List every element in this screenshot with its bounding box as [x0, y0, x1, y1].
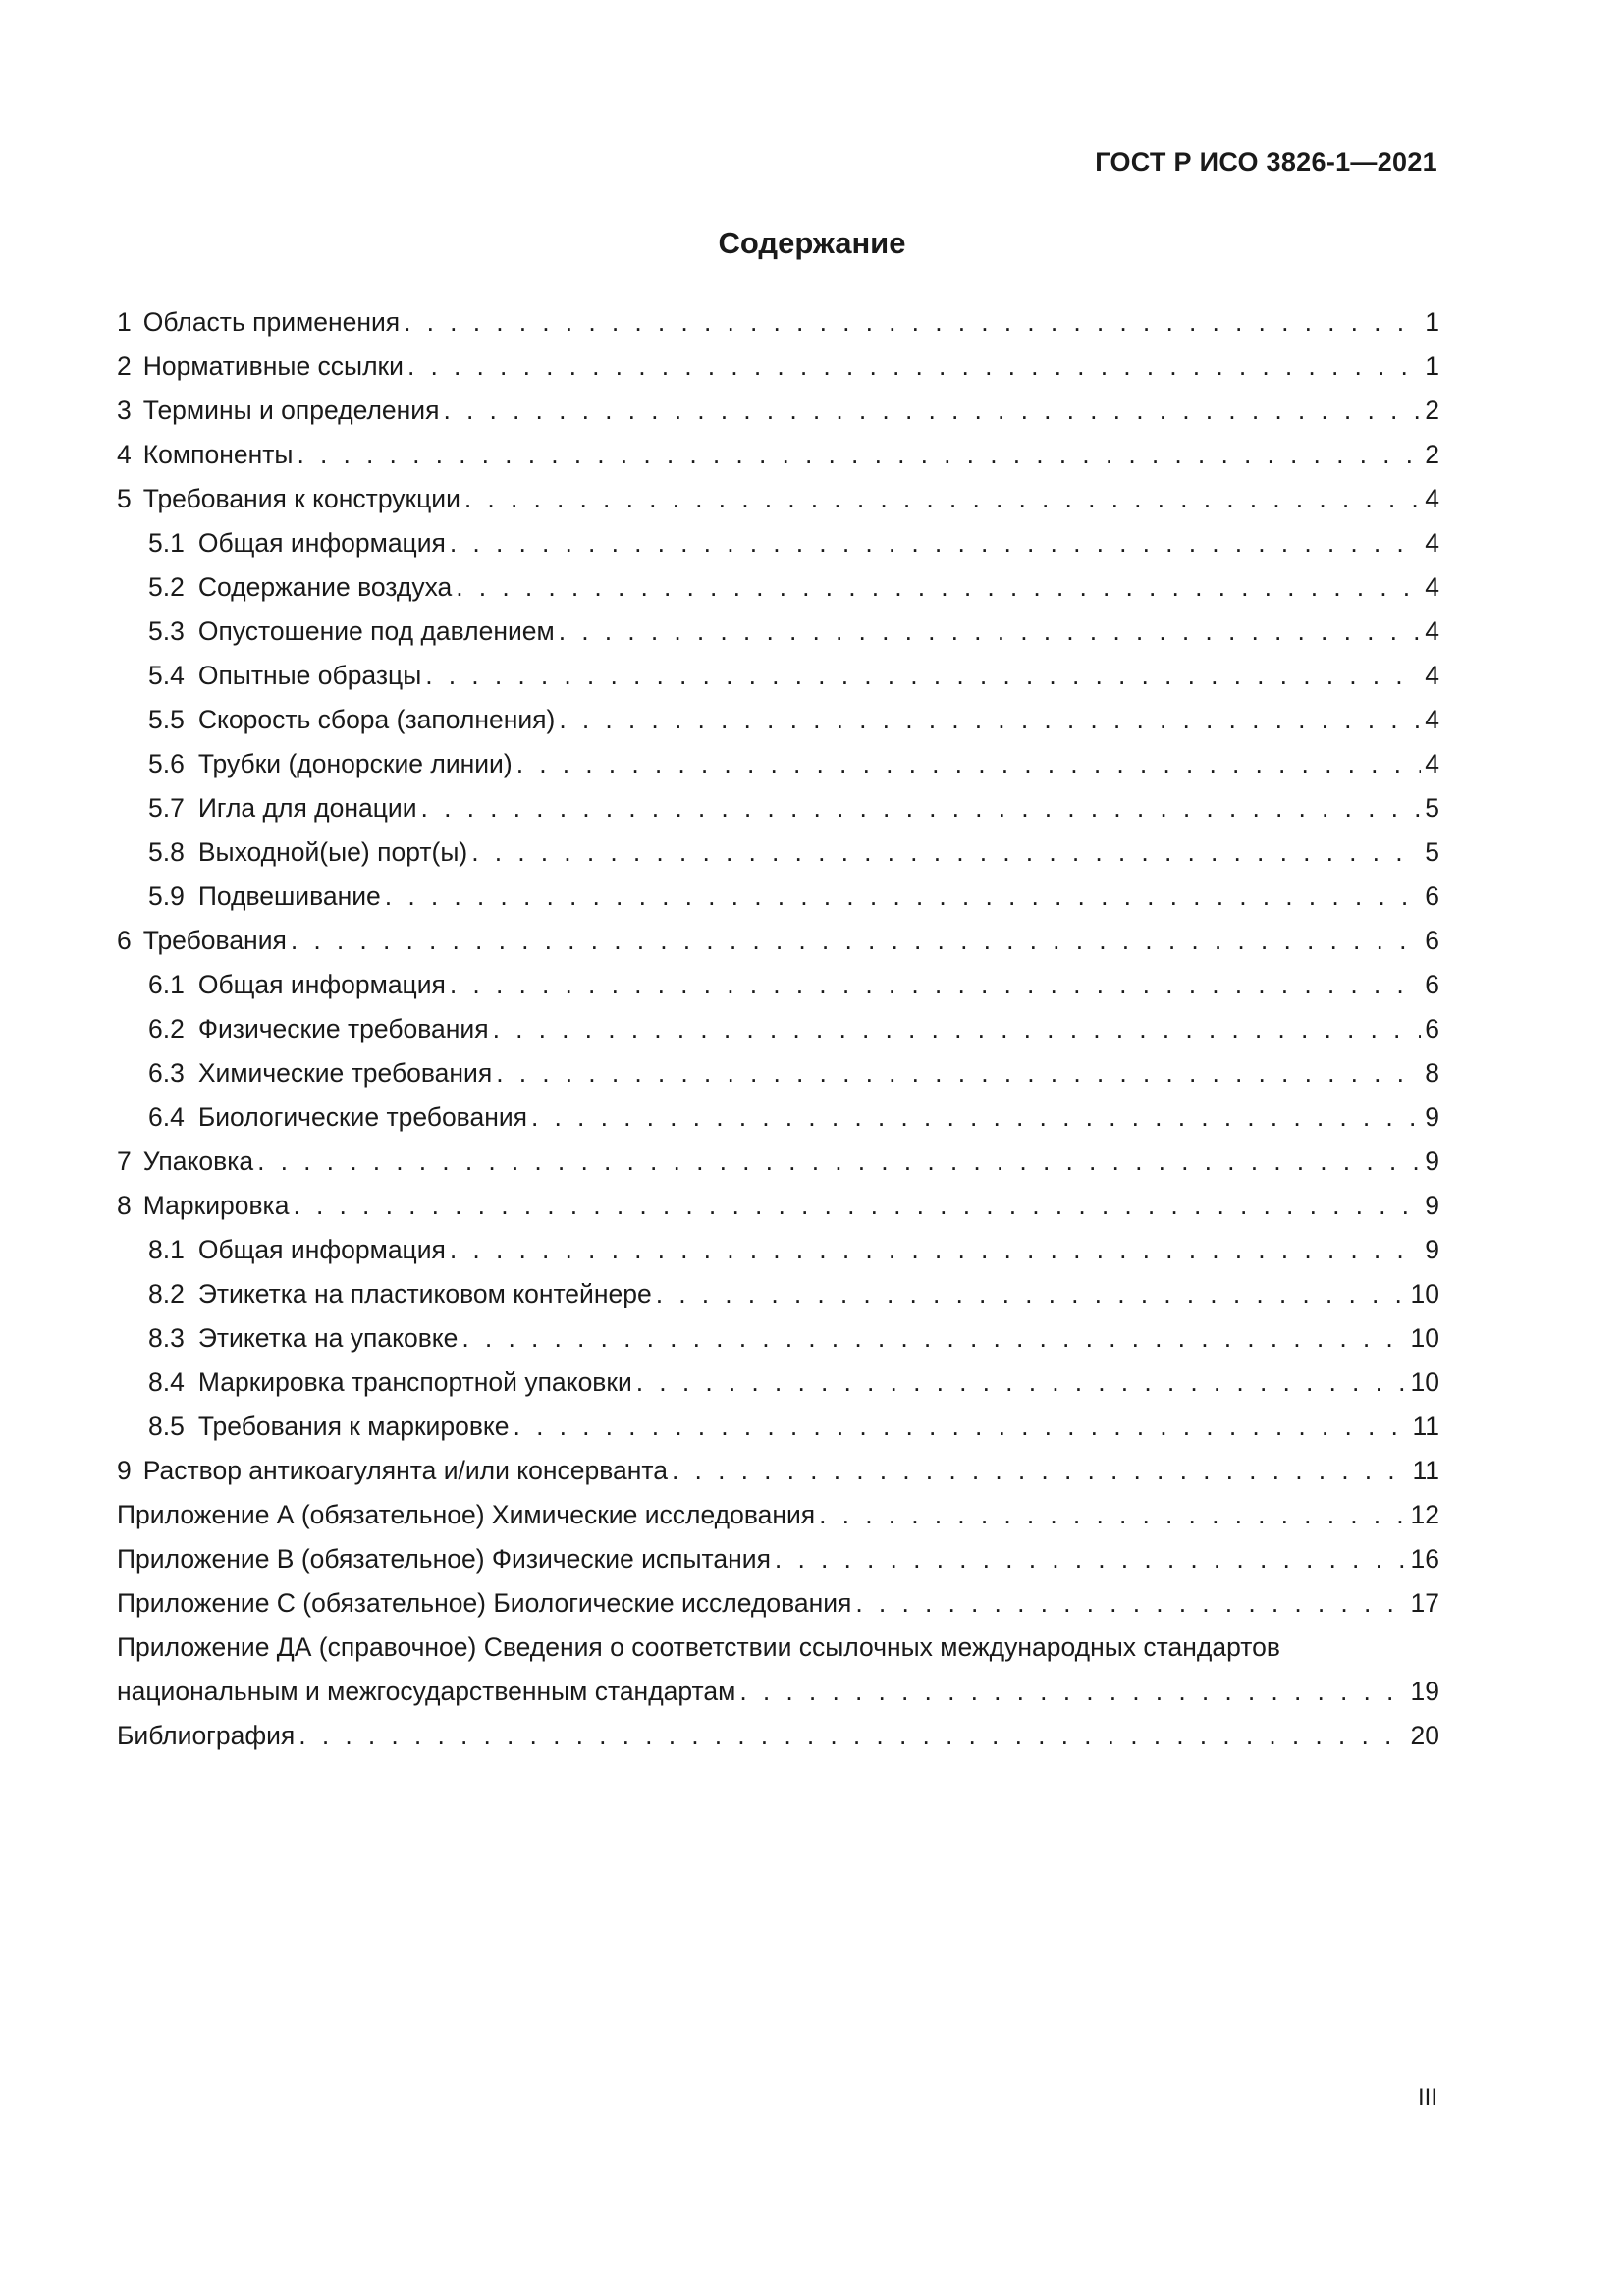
toc-dot-leader: [461, 1321, 1406, 1355]
toc-entry-number: 5.8: [148, 837, 185, 867]
toc-entry[interactable]: [117, 339, 1439, 383]
toc-entry-number: 5.4: [148, 661, 185, 690]
toc-entry-number: 5: [117, 484, 132, 513]
toc-dot-leader: [514, 1410, 1409, 1443]
toc-entry-page: 11: [1412, 1412, 1439, 1441]
toc-entry[interactable]: [117, 1178, 1439, 1222]
toc-entry-number: 2: [117, 351, 132, 381]
toc-entry-page: 6: [1425, 926, 1439, 955]
toc-entry-number: 5.2: [148, 572, 185, 602]
toc-dot-leader: [775, 1542, 1407, 1575]
toc-entry-title: Приложение А (обязательное) Химические исследования: [117, 1500, 816, 1529]
toc-entry-title: Опустошение под давлением: [197, 616, 555, 646]
toc-entry-number: 9: [117, 1456, 132, 1485]
toc-dot-leader: [425, 659, 1421, 692]
toc-entry-title: Подвешивание: [197, 881, 381, 911]
toc-entry-title: Общая информация: [197, 528, 446, 558]
toc-entry[interactable]: [117, 1487, 1439, 1531]
toc-entry[interactable]: [117, 294, 1439, 339]
toc-entry-number: 1: [117, 307, 132, 337]
toc-entry[interactable]: [117, 1134, 1439, 1178]
toc-entry-number: 6.4: [148, 1102, 185, 1132]
toc-dot-leader: [450, 526, 1421, 560]
toc-entry[interactable]: [117, 913, 1439, 957]
toc-dot-leader: [819, 1498, 1406, 1531]
toc-entry-page: 4: [1425, 661, 1439, 690]
toc-entry-title: Область применения: [142, 307, 401, 337]
toc-dot-leader: [672, 1454, 1408, 1487]
toc-dot-leader: [404, 305, 1421, 339]
toc-entry[interactable]: [117, 825, 1439, 869]
toc-entry-page: 19: [1410, 1677, 1439, 1706]
toc-entry[interactable]: [117, 1355, 1439, 1399]
toc-entry-page: 6: [1425, 881, 1439, 911]
toc-entry-number: 5.1: [148, 528, 185, 558]
toc-dot-leader: [450, 1233, 1421, 1266]
toc-entry[interactable]: [117, 1001, 1439, 1045]
toc-entry-title: Термины и определения: [142, 396, 440, 425]
toc-entry-title: Общая информация: [197, 1235, 446, 1264]
toc-entry-number: 6: [117, 926, 132, 955]
toc-entry-page: 9: [1425, 1235, 1439, 1264]
toc-entry-page: 20: [1410, 1721, 1439, 1750]
toc-entry-page: 6: [1425, 970, 1439, 999]
toc-dot-leader: [456, 570, 1421, 604]
toc-entry-number: 5.5: [148, 705, 185, 734]
toc-entry-page: 5: [1425, 837, 1439, 867]
toc-entry-title: Требования к маркировке: [197, 1412, 510, 1441]
toc-dot-leader: [656, 1277, 1407, 1310]
toc-entry[interactable]: [117, 869, 1439, 913]
toc-entry-page: 10: [1410, 1323, 1439, 1353]
toc-dot-leader: [407, 349, 1421, 383]
toc-entry-title: Упаковка: [142, 1147, 254, 1176]
toc-entry-number: 3: [117, 396, 132, 425]
toc-entry[interactable]: [117, 1090, 1439, 1134]
toc-entry[interactable]: [117, 1620, 1439, 1664]
toc-dot-leader: [559, 703, 1421, 736]
toc-entry-title: Компоненты: [142, 440, 294, 469]
toc-entry[interactable]: [117, 1310, 1439, 1355]
toc-entry-title: Выходной(ые) порт(ы): [197, 837, 468, 867]
toc-dot-leader: [464, 482, 1421, 515]
page-number: III: [1417, 2084, 1437, 2110]
toc-entry-title: Опытные образцы: [197, 661, 422, 690]
toc-entry-title: Игла для донации: [197, 793, 417, 823]
toc-entry-number: 7: [117, 1147, 132, 1176]
toc-entry-number: 8.5: [148, 1412, 185, 1441]
toc-entry-title: Этикетка на упаковке: [197, 1323, 459, 1353]
toc-entry-page: 17: [1410, 1588, 1439, 1618]
toc-dot-leader: [421, 791, 1422, 825]
toc-dot-leader: [636, 1365, 1407, 1399]
toc-entry-page: 4: [1425, 528, 1439, 558]
toc-entry-page: 9: [1425, 1102, 1439, 1132]
toc-entry-title: Маркировка: [142, 1191, 290, 1220]
toc-entry-title: Требования к конструкции: [142, 484, 460, 513]
toc-entry-number: 6.3: [148, 1058, 185, 1088]
toc-entry[interactable]: [117, 560, 1439, 604]
toc-dot-leader: [450, 968, 1421, 1001]
toc-dot-leader: [291, 924, 1421, 957]
toc-entry-page: 2: [1425, 440, 1439, 469]
toc-dot-leader: [471, 835, 1421, 869]
toc-entry[interactable]: [117, 1708, 1439, 1752]
toc-entry-page: 1: [1425, 307, 1439, 337]
toc-entry-page: 2: [1425, 396, 1439, 425]
toc-dot-leader: [855, 1586, 1406, 1620]
toc-entry-page: 10: [1410, 1279, 1439, 1308]
toc-entry[interactable]: [117, 515, 1439, 560]
toc-entry-title: Химические требования: [197, 1058, 493, 1088]
toc-entry[interactable]: [117, 780, 1439, 825]
toc-entry-number: 8.4: [148, 1367, 185, 1397]
toc-entry[interactable]: [117, 1664, 1439, 1708]
toc-title: Содержание: [718, 226, 906, 260]
document-id: ГОСТ Р ИСО 3826-1—2021: [1095, 147, 1437, 177]
toc-entry-number: 6.2: [148, 1014, 185, 1043]
toc-entry[interactable]: [117, 604, 1439, 648]
toc-entry[interactable]: [117, 1399, 1439, 1443]
toc-entry-number: 5.3: [148, 616, 185, 646]
toc-dot-leader: [493, 1012, 1422, 1045]
toc-entry[interactable]: [117, 692, 1439, 736]
toc-entry-title: Биологические требования: [197, 1102, 527, 1132]
toc-entry[interactable]: [117, 1575, 1439, 1620]
toc-entry-number: 8: [117, 1191, 132, 1220]
toc-entry-page: 4: [1425, 572, 1439, 602]
toc-entry[interactable]: [117, 1222, 1439, 1266]
toc-entry-title: Раствор антикоагулянта и/или консерванта: [142, 1456, 669, 1485]
toc-entry[interactable]: [117, 648, 1439, 692]
toc-entry[interactable]: [117, 1266, 1439, 1310]
toc-entry[interactable]: [117, 383, 1439, 427]
toc-dot-leader: [496, 1056, 1421, 1090]
toc-dot-leader: [559, 614, 1422, 648]
table-of-contents: [117, 294, 1439, 1752]
toc-dot-leader: [516, 747, 1422, 780]
toc-entry-title: Требования: [142, 926, 287, 955]
toc-dot-leader: [443, 394, 1421, 427]
toc-dot-leader: [385, 880, 1421, 913]
toc-entry-title: Приложение ДА (справочное) Сведения о соответствии ссылочных международных стандартов: [117, 1632, 1280, 1662]
toc-dot-leader: [298, 1719, 1406, 1752]
toc-entry-number: 5.9: [148, 881, 185, 911]
toc-entry-title: Физические требования: [197, 1014, 489, 1043]
toc-entry-page: 4: [1425, 616, 1439, 646]
toc-entry-page: 1: [1425, 351, 1439, 381]
toc-entry-page: 8: [1425, 1058, 1439, 1088]
toc-dot-leader: [739, 1675, 1406, 1708]
toc-entry-number: 5.7: [148, 793, 185, 823]
toc-entry-number: 6.1: [148, 970, 185, 999]
toc-entry-title: Этикетка на пластиковом контейнере: [197, 1279, 652, 1308]
toc-dot-leader: [531, 1100, 1421, 1134]
toc-entry-page: 5: [1425, 793, 1439, 823]
toc-entry-title: Содержание воздуха: [197, 572, 453, 602]
toc-entry-number: 4: [117, 440, 132, 469]
toc-entry-page: 4: [1425, 705, 1439, 734]
toc-entry-title: Трубки (донорские линии): [197, 749, 513, 778]
toc-entry-page: 4: [1425, 484, 1439, 513]
toc-entry-title: Приложение С (обязательное) Биологические исследования: [117, 1588, 852, 1618]
toc-entry-page: 9: [1425, 1147, 1439, 1176]
toc-entry-title: Нормативные ссылки: [142, 351, 404, 381]
toc-entry-title: Скорость сбора (заполнения): [197, 705, 556, 734]
toc-entry-page: 16: [1410, 1544, 1439, 1574]
toc-entry-title: Общая информация: [197, 970, 446, 999]
toc-entry[interactable]: [117, 1045, 1439, 1090]
toc-entry-number: 8.3: [148, 1323, 185, 1353]
toc-entry-page: 4: [1425, 749, 1439, 778]
toc-entry-title: Библиография: [117, 1721, 296, 1750]
toc-dot-leader: [293, 1189, 1421, 1222]
toc-entry[interactable]: [117, 736, 1439, 780]
toc-entry[interactable]: [117, 427, 1439, 471]
toc-entry-page: 11: [1412, 1456, 1439, 1485]
toc-entry-number: 5.6: [148, 749, 185, 778]
toc-entry-title: Маркировка транспортной упаковки: [197, 1367, 632, 1397]
toc-entry-page: 12: [1410, 1500, 1439, 1529]
toc-entry-title: Приложение В (обязательное) Физические испытания: [117, 1544, 771, 1574]
toc-dot-leader: [297, 438, 1421, 471]
toc-entry-title: национальным и межгосударственным стандартам: [117, 1677, 736, 1706]
toc-entry-page: 9: [1425, 1191, 1439, 1220]
toc-entry-number: 8.2: [148, 1279, 185, 1308]
toc-entry-page: 6: [1425, 1014, 1439, 1043]
toc-entry-page: 10: [1410, 1367, 1439, 1397]
toc-entry[interactable]: [117, 471, 1439, 515]
toc-entry[interactable]: [117, 1443, 1439, 1487]
toc-dot-leader: [257, 1145, 1421, 1178]
toc-entry[interactable]: [117, 1531, 1439, 1575]
toc-entry-number: 8.1: [148, 1235, 185, 1264]
toc-entry[interactable]: [117, 957, 1439, 1001]
